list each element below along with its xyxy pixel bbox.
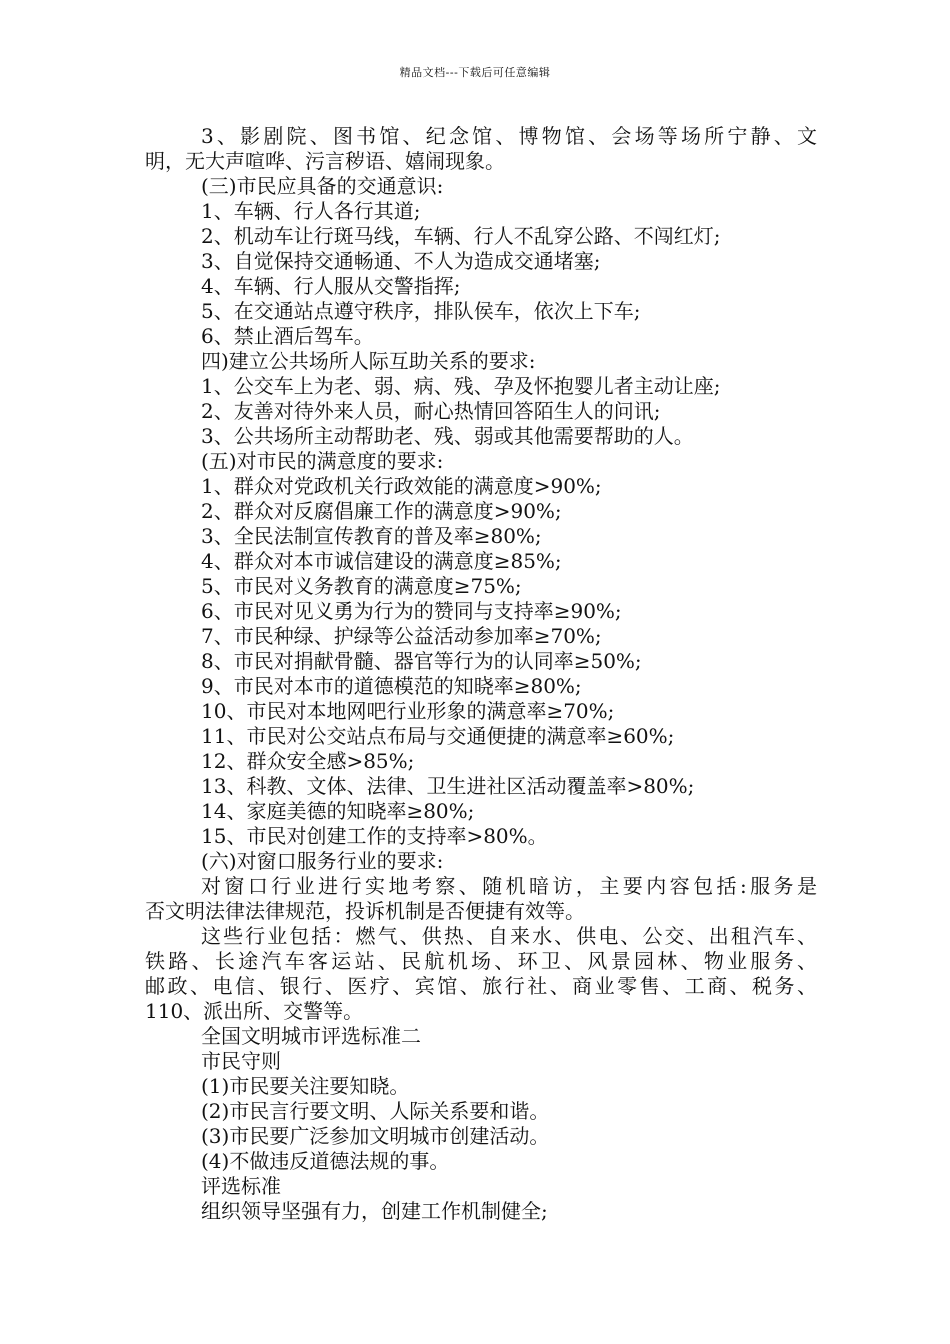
text-line: 全国文明城市评选标准二 <box>201 1024 421 1048</box>
text-line: 明，无大声喧哗、污言秽语、嬉闹现象。 <box>145 149 505 173</box>
text-line: 14、家庭美德的知晓率≥80%; <box>201 799 475 823</box>
text-line: (3)市民要广泛参加文明城市创建活动。 <box>201 1124 550 1148</box>
text-line: 市民守则 <box>201 1049 281 1073</box>
text-line: 15、市民对创建工作的支持率>80%。 <box>201 824 548 848</box>
text-line: 2、机动车让行斑马线，车辆、行人不乱穿公路、不闯红灯; <box>201 224 721 248</box>
text-line: 12、群众安全感>85%; <box>201 749 415 773</box>
page-header: 精品文档---下载后可任意编辑 <box>399 66 551 79</box>
text-line: 否文明法律法律规范，投诉机制是否便捷有效等。 <box>145 899 585 923</box>
document-body <box>145 124 817 1224</box>
text-line: 13、科教、文体、法律、卫生进社区活动覆盖率>80%; <box>201 774 695 798</box>
text-line: 9、市民对本市的道德模范的知晓率≥80%; <box>201 674 582 698</box>
text-line: 3、自觉保持交通畅通、不人为造成交通堵塞; <box>201 249 601 273</box>
text-line: 3、全民法制宣传教育的普及率≥80%; <box>201 524 542 548</box>
text-line: (2)市民言行要文明、人际关系要和谐。 <box>201 1099 550 1123</box>
text-line: 2、群众对反腐倡廉工作的满意度>90%; <box>201 499 562 523</box>
text-line: 6、禁止酒后驾车。 <box>201 324 374 348</box>
text-line: 1、车辆、行人各行其道; <box>201 199 421 223</box>
text-line: 四)建立公共场所人际互助关系的要求: <box>201 349 536 373</box>
text-line: 1、公交车上为老、弱、病、残、孕及怀抱婴儿者主动让座; <box>201 374 721 398</box>
text-line: 4、车辆、行人服从交警指挥; <box>201 274 461 298</box>
text-line: 11、市民对公交站点布局与交通便捷的满意率≥60%; <box>201 724 675 748</box>
text-line: (六)对窗口服务行业的要求: <box>201 849 444 873</box>
text-line: (4)不做违反道德法规的事。 <box>201 1149 450 1173</box>
text-line: 组织领导坚强有力，创建工作机制健全; <box>201 1199 548 1223</box>
text-line: 邮政、电信、银行、医疗、宾馆、旅行社、商业零售、工商、税务、 <box>145 974 817 998</box>
text-line: 评选标准 <box>201 1174 281 1198</box>
text-line: 3、公共场所主动帮助老、残、弱或其他需要帮助的人。 <box>201 424 694 448</box>
text-line: 7、市民种绿、护绿等公益活动参加率≥70%; <box>201 624 602 648</box>
text-line: (三)市民应具备的交通意识: <box>201 174 444 198</box>
text-line: 110、派出所、交警等。 <box>145 999 364 1023</box>
text-line: 5、市民对义务教育的满意度≥75%; <box>201 574 522 598</box>
text-line: 2、友善对待外来人员，耐心热情回答陌生人的问讯; <box>201 399 661 423</box>
text-line: 1、群众对党政机关行政效能的满意度>90%; <box>201 474 602 498</box>
text-line: 这些行业包括：燃气、供热、自来水、供电、公交、出租汽车、 <box>201 924 817 948</box>
text-line: (五)对市民的满意度的要求: <box>201 449 444 473</box>
text-line: (1)市民要关注要知晓。 <box>201 1074 410 1098</box>
text-line: 对窗口行业进行实地考察、随机暗访，主要内容包括:服务是 <box>201 874 817 898</box>
text-line: 10、市民对本地网吧行业形象的满意率≥70%; <box>201 699 615 723</box>
text-line: 4、群众对本市诚信建设的满意度≥85%; <box>201 549 562 573</box>
text-line: 3、影剧院、图书馆、纪念馆、博物馆、会场等场所宁静、文 <box>201 124 817 148</box>
text-line: 6、市民对见义勇为行为的赞同与支持率≥90%; <box>201 599 622 623</box>
text-line: 5、在交通站点遵守秩序，排队侯车，依次上下车; <box>201 299 641 323</box>
text-line: 8、市民对捐献骨髓、器官等行为的认同率≥50%; <box>201 649 642 673</box>
text-line: 铁路、长途汽车客运站、民航机场、环卫、风景园林、物业服务、 <box>145 949 817 973</box>
